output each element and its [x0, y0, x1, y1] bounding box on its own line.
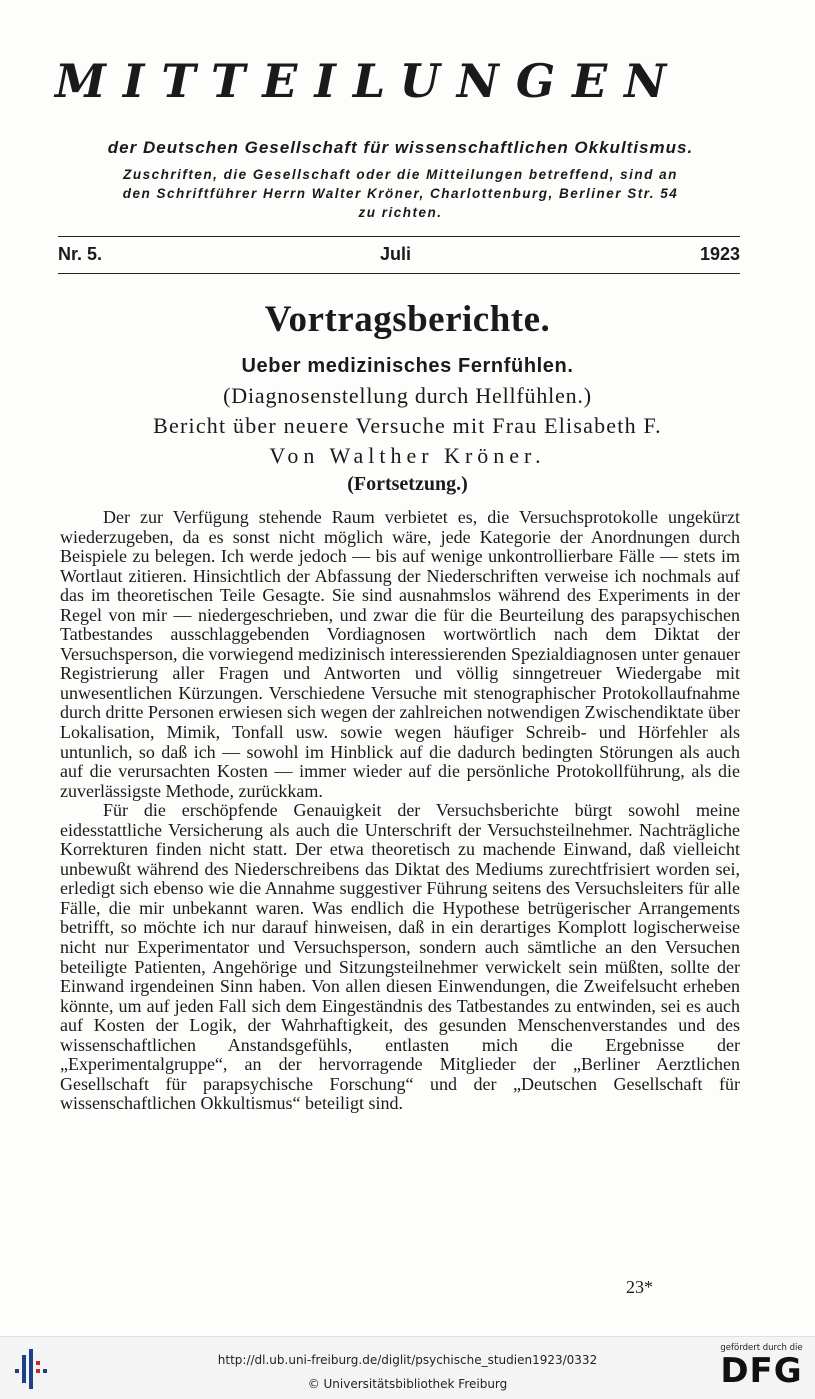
page-number: 23*: [626, 1277, 653, 1297]
footer-copyright: © Universitätsbibliothek Freiburg: [307, 1377, 508, 1391]
issue-year: 1923: [699, 244, 740, 264]
masthead-title: MITTEILUNGEN: [55, 54, 684, 108]
address-line: den Schriftführer Herrn Walter Kröner, Charlottenburg, Berliner Str. 54: [122, 186, 679, 201]
society-name: der Deutschen Gesellschaft für wissenschaftlichen Okkultismus.: [107, 138, 694, 157]
header-rule-bottom: [58, 273, 740, 274]
article-continuation: (Fortsetzung.): [347, 473, 468, 495]
body-paragraph: Der zur Verfügung stehende Raum verbietet es, die Versuchsprotokolle ungekürzt wiederzugeben, da es sonst nicht möglich wäre, jede Kategorie der Anordnungen durch Beispiele zu belegen. Ich werde jedoch — bis auf wenige unkontrollierbare Fälle — stets im Wortlaut zitieren. Hinsichtlich der Abfassung der Niederschriften verweise ich nochmals auf das im theoretischen Teile Gesagte. Sie sind ausnahmslos während des Experiments in der Regel von mir — niedergeschrieben, und zwar die für die Beurteilung des parapsychischen Tatbestandes ausschlaggebenden Vordiagnosen wortwörtlich nach dem Diktat der Versuchsperson, die vorwiegend medizinisch interessierenden Spezialdiagnosen unter genauer Registrierung aller Fragen und Antworten und völlig sinngetreuer Wiedergabe mit unwesentlichen Kürzungen. Verschiedene Versuche mit stenographischer Protokollaufnahme durch dritte Personen erwiesen sich wegen der zahlreichen notwendigen Zwischendiktate über Lokalisation, Mimik, Tonfall usw. sowie wegen häufiger Schreib- und Hörfehler als untunlich, so daß ich — sowohl im Hinblick auf die dadurch bedingten Störungen als auch auf die verursachten Kosten — immer wieder auf die persönliche Protokollführung, als die zuverlässigste Methode, zurückkam.: [60, 507, 740, 801]
article-body: [60, 508, 740, 1114]
article-subtitle: Ueber medizinisches Fernfühlen.: [241, 355, 574, 377]
address-block: [58, 165, 743, 222]
article-heading: Vortragsberichte.: [264, 299, 551, 340]
issue-month: Juli: [380, 244, 412, 264]
viewer-footer: [0, 1336, 815, 1399]
body-paragraph: Für die erschöpfende Genauigkeit der Versuchsberichte bürgt sowohl meine eidesstattliche Versicherung als auch die Unterschrift der Versuchsteilnehmer. Nachträgliche Korrekturen finden nicht statt. Der etwa theoretisch zu machende Einwand, daß vielleicht unbewußt während des Niederschreibens das Diktat des Mediums zurechtfrisiert worden sei, erledigt sich ebenso wie die Annahme suggestiver Führung seitens des Versuchsleiters für alle Fälle, die mir unbekannt waren. Was endlich die Hypothese betrügerischer Arrangements betrifft, so möchte ich nur darauf hinweisen, daß in ein derartiges Komplott logischerweise nicht nur Experimentator und Versuchsperson, sondern auch sämtliche an den Versuchen beteiligte Patienten, Angehörige und Sitzungsteilnehmer verwickelt sein müßten, sollte der Einwand irgendeinen Sinn haben. Von allen diesen Einwendungen, die Zweifelsucht erheben könnte, um auf jeden Fall sich dem Eingeständnis des Tatbestandes zu entwinden, sei es auch auf Kosten der Logik, der Wahrhaftigkeit, des gesunden Menschenverstandes und des wissenschaftlichen Anstandsgefühls, entlasten mich die Ergebnisse der „Experimentalgruppe“, an der hervorragende Mitglieder der „Berliner Aerztlichen Gesellschaft für parapsychische Forschung“ und der „Deutschen Gesellschaft für wissenschaftlichen Okkultismus“ beteiligt sind.: [60, 800, 740, 1114]
article-subtitle-3: Bericht über neuere Versuche mit Frau Elisabeth F.: [153, 413, 662, 438]
dfg-logo-icon[interactable]: [714, 1343, 809, 1395]
issue-row: [58, 244, 740, 266]
article-author: Von Walther Kröner.: [269, 443, 546, 468]
dfg-caption: gefördert durch die: [720, 1343, 803, 1353]
issue-number: Nr. 5.: [58, 244, 103, 264]
address-line: Zuschriften, die Gesellschaft oder die Mitteilungen betreffend, sind an: [123, 167, 678, 182]
footer-url-link[interactable]: http://dl.ub.uni-freiburg.de/diglit/psychische_studien1923/0332: [217, 1353, 598, 1367]
header-rule-top: [58, 236, 740, 237]
address-line: zu richten.: [358, 205, 443, 220]
article-subtitle-2: (Diagnosenstellung durch Hellfühlen.): [223, 383, 592, 408]
dfg-wordmark: DFG: [720, 1351, 803, 1391]
